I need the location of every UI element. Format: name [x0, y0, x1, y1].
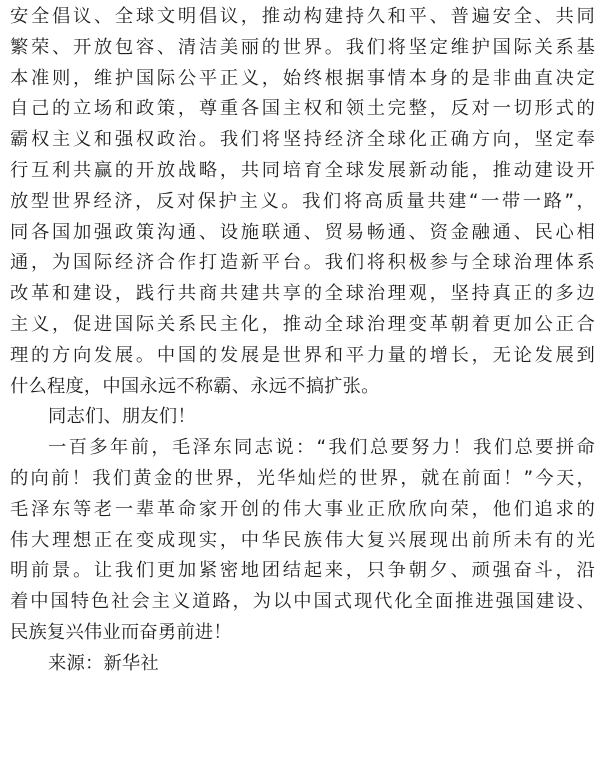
- text-line: 毛泽东等老一辈革命家开创的伟大事业正欣欣向荣，他们追求的: [10, 498, 595, 520]
- text-line: 着中国特色社会主义道路，为以中国式现代化全面推进强国建设、: [10, 591, 595, 613]
- text-line: 民族复兴伟业而奋勇前进！: [10, 621, 232, 643]
- text-line: 行互利共赢的开放战略，共同培育全球发展新动能，推动建设开: [10, 159, 595, 181]
- text-line: 改革和建设，践行共商共建共享的全球治理观，坚持真正的多边: [10, 283, 595, 305]
- text-line: 同各国加强政策沟通、设施联通、贸易畅通、资金融通、民心相: [10, 221, 595, 243]
- paragraph-closing-call: [10, 433, 595, 649]
- text-line: 的向前！我们黄金的世界，光华灿烂的世界，就在前面！”今天，: [10, 467, 595, 489]
- text-line: 主义，促进国际关系民主化，推动全球治理变革朝着更加公正合: [10, 313, 595, 335]
- text-line: 放型世界经济，反对保护主义。我们将高质量共建“一带一路”，: [10, 190, 595, 212]
- text-line: 本准则，维护国际公平正义，始终根据事情本身的是非曲直决定: [10, 67, 595, 89]
- text-line: 霸权主义和强权政治。我们将坚持经济全球化正确方向，坚定奉: [10, 129, 595, 151]
- source-credit: 来源：新华社: [48, 652, 159, 674]
- text-line: 理的方向发展。中国的发展是世界和平力量的增长，无论发展到: [10, 344, 595, 366]
- text-line: 自己的立场和政策，尊重各国主权和领土完整，反对一切形式的: [10, 98, 595, 120]
- text-line: 通，为国际经济合作打造新平台。我们将积极参与全球治理体系: [10, 252, 595, 274]
- article-body: [10, 2, 595, 680]
- text-line: 明前景。让我们更加紧密地团结起来，只争朝夕、顽强奋斗，沿: [10, 560, 595, 582]
- text-line: 繁荣、开放包容、清洁美丽的世界。我们将坚定维护国际关系基: [10, 36, 595, 58]
- salutation: 同志们、朋友们！: [48, 406, 196, 428]
- text-line: 安全倡议、全球文明倡议，推动构建持久和平、普遍安全、共同: [10, 6, 595, 27]
- text-line: 伟大理想正在变成现实，中华民族伟大复兴展现出前所未有的光: [10, 529, 595, 551]
- text-line: 什么程度，中国永远不称霸、永远不搞扩张。: [10, 375, 380, 397]
- text-line: 一百多年前，毛泽东同志说：“我们总要努力！我们总要拼命: [48, 437, 595, 459]
- paragraph-international-relations: [10, 2, 595, 402]
